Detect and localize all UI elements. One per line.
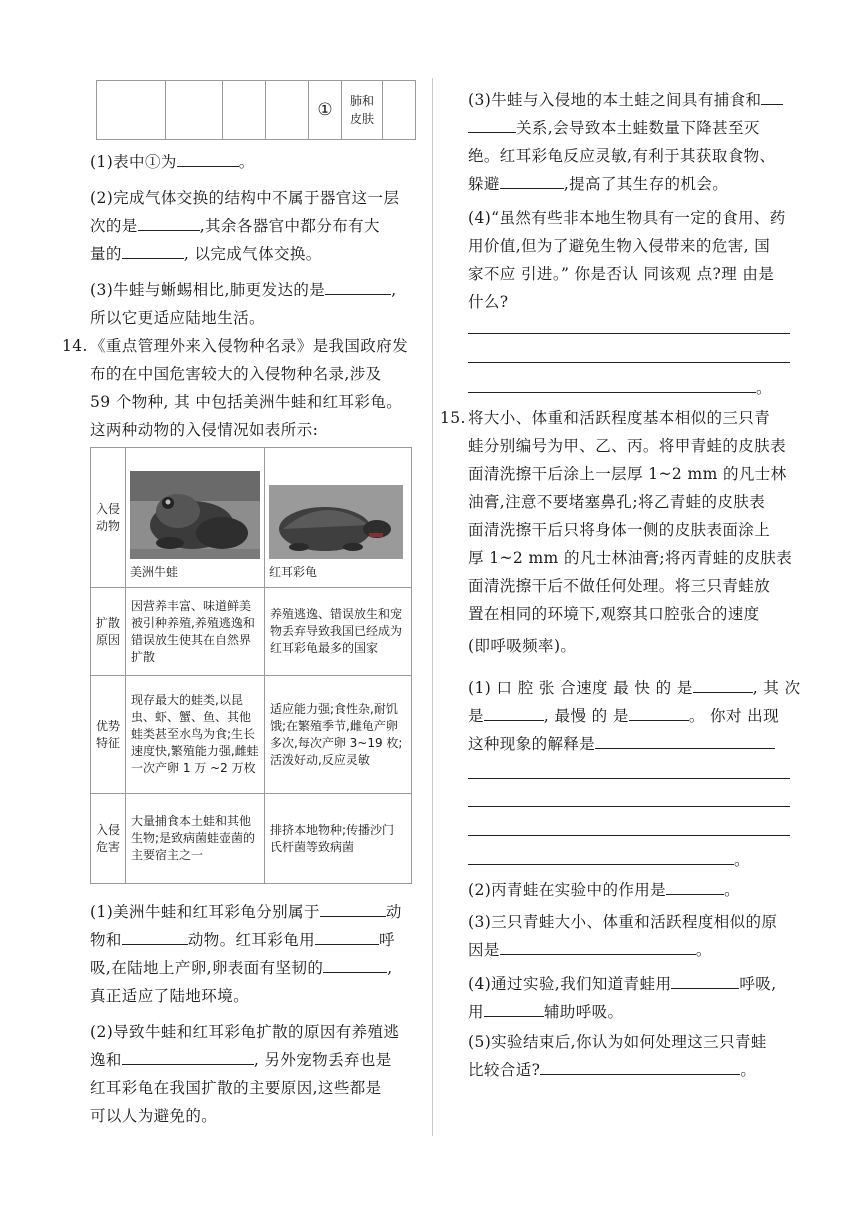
answer-blank[interactable]: [122, 926, 188, 945]
table-row-harm: [91, 794, 412, 884]
row-header: 入侵 危害: [91, 794, 126, 884]
answer-line[interactable]: [468, 835, 790, 836]
q15-stem-line4: 油膏,注意不要堵塞鼻孔;将乙青蛙的皮肤表: [468, 493, 766, 511]
q14-number: 14.: [62, 337, 88, 355]
q15-4-line2: 用 辅助呼吸。: [468, 998, 623, 1026]
q14-2-line1: (2)导致牛蛙和红耳彩龟扩散的原因有养殖逃: [90, 1023, 400, 1041]
bullfrog-image: [130, 471, 260, 559]
answer-blank[interactable]: [177, 148, 239, 167]
q15-4-line1: (4)通过实验,我们知道青蛙用 呼吸,: [468, 970, 777, 998]
q14-1-line2: 物和 动物。红耳彩龟用 呼: [90, 926, 395, 954]
table-row-spread: [91, 588, 412, 676]
q14-4-line4: 什么?: [468, 293, 509, 311]
frog-caption: 美洲牛蛙: [130, 565, 179, 579]
answer-blank[interactable]: [500, 170, 564, 189]
q15-stem-line9: (即呼吸频率)。: [468, 637, 577, 655]
answer-blank[interactable]: [761, 86, 783, 105]
q14-stem-line1: 《重点管理外来入侵物种名录》是我国政府发: [90, 337, 409, 355]
q14-3-line1: (3)牛蛙与入侵地的本土蛙之间具有捕食和: [468, 86, 783, 114]
q14-stem-line4: 这两种动物的入侵情况如表所示:: [90, 421, 319, 439]
answer-blank[interactable]: [595, 730, 775, 749]
answer-blank[interactable]: [484, 998, 544, 1017]
turtle-caption: 红耳彩龟: [269, 565, 318, 579]
q15-stem-line5: 面清洗擦干后只将身体一侧的皮肤表面涂上: [468, 521, 771, 539]
q15-number: 15.: [440, 409, 466, 427]
q14-2-line2: 逸和 , 另外宠物丢弃也是: [90, 1046, 392, 1074]
frog-cell: [126, 448, 265, 588]
q13-3-line1: (3)牛蛙与蜥蜴相比,肺更发达的是 ,: [90, 276, 397, 304]
blank-marker-cell: ①: [309, 81, 342, 140]
q13-2-line1: (2)完成气体交换的结构中不属于器官这一层: [90, 189, 400, 207]
answer-blank[interactable]: [320, 898, 386, 917]
turtle-cell: [265, 448, 412, 588]
q14-4-line2: 用价值,但为了避免生物入侵带来的危害, 国: [468, 237, 771, 255]
q13-3-line2: 所以它更适应陆地生活。: [90, 309, 265, 327]
q14-stem-line2: 布的在中国危害较大的入侵物种名录,涉及: [90, 365, 382, 383]
answer-blank[interactable]: [315, 926, 379, 945]
table-cell: [223, 81, 266, 140]
q15-stem-line2: 蛙分别编号为甲、乙、丙。将甲青蛙的皮肤表: [468, 437, 787, 455]
harm-frog-cell: 大量捕食本土蛙和其他生物;是致病菌蛙壶菌的主要宿主之一: [126, 794, 265, 884]
q15-stem-line1: 将大小、体重和活跃程度基本相似的三只青: [468, 409, 771, 427]
column-divider: [432, 78, 433, 1136]
answer-blank[interactable]: [323, 954, 387, 973]
q15-stem-line8: 置在相同的环境下,观察其口腔张合的速度: [468, 605, 760, 623]
q15-5-line2: 比较合适? 。: [468, 1056, 756, 1084]
q14-3-line2: 关系,会导致本土蛙数量下降甚至灭: [468, 114, 760, 142]
q13-2-line2: 次的是 ,其余各器官中都分布有大: [90, 212, 380, 240]
q15-5-line1: (5)实验结束后,你认为如何处理这三只青蛙: [468, 1033, 767, 1051]
answer-blank[interactable]: [500, 936, 696, 955]
row-header: 入侵 动物: [91, 448, 126, 588]
table-cell: [166, 81, 223, 140]
period: 。: [756, 379, 772, 397]
table-row-animals: [91, 448, 412, 588]
q14-2-line3: 红耳彩龟在我国扩散的主要原因,这些都是: [90, 1079, 382, 1097]
spread-frog-cell: 因营养丰富、味道鲜美被引种养殖,养殖逃逸和错误放生使其在自然界扩散: [126, 588, 265, 676]
q14-4-line1: (4)“虽然有些非本地生物具有一定的食用、药: [468, 209, 786, 227]
q14-4-line3: 家不应 引进。” 你是否认 同该观 点?理 由是: [468, 265, 775, 283]
q14-3-line3: 绝。红耳彩龟反应灵敏,有利于其获取食物、: [468, 147, 776, 165]
q15-1-line1: (1) 口 腔 张 合速度 最 快 的 是 , 其 次: [468, 674, 801, 702]
q13-1: (1)表中①为 。: [90, 148, 255, 176]
q15-3-line1: (3)三只青蛙大小、体重和活跃程度相似的原: [468, 913, 778, 931]
bullfrog-photo: [130, 471, 260, 564]
q15-2: (2)丙青蛙在实验中的作用是 。: [468, 876, 740, 904]
q15-stem-line6: 厚 1~2 mm 的凡士林油膏;将丙青蛙的皮肤表: [468, 549, 793, 567]
turtle-photo: [269, 485, 407, 564]
lung-skin-cell: 肺和 皮肤: [342, 81, 383, 140]
q15-1-line3: 这种现象的解释是: [468, 730, 775, 758]
answer-blank[interactable]: [629, 702, 689, 721]
advantage-turtle-cell: 适应能力强;食性杂,耐饥饿;在繁殖季节,雌龟产卵多次,每次产卵 3~19 枚;活泼好动,反应灵敏: [265, 676, 412, 794]
q15-3-line2: 因是 。: [468, 936, 712, 964]
answer-line[interactable]: [468, 778, 790, 779]
respiration-table: [96, 80, 416, 140]
answer-line[interactable]: [468, 333, 790, 334]
answer-line[interactable]: [468, 362, 790, 363]
q14-stem-line3: 59 个物种, 其 中包括美洲牛蛙和红耳彩龟。: [90, 393, 403, 411]
q14-1-line1: (1)美洲牛蛙和红耳彩龟分别属于 动: [90, 898, 402, 926]
table-row-advantage: [91, 676, 412, 794]
q14-1-line3: 吸,在陆地上产卵,卵表面有坚韧的 ,: [90, 954, 393, 982]
answer-line[interactable]: [468, 864, 734, 865]
answer-blank[interactable]: [693, 674, 753, 693]
answer-blank[interactable]: [484, 702, 544, 721]
q14-3-line4: 躲避 ,提高了其生存的机会。: [468, 170, 728, 198]
answer-blank[interactable]: [671, 970, 739, 989]
period: 。: [734, 851, 750, 869]
q15-stem-line3: 面清洗擦干后涂上一层厚 1~2 mm 的凡士林: [468, 465, 787, 483]
answer-blank[interactable]: [325, 276, 391, 295]
table-cell: [97, 81, 166, 140]
answer-line[interactable]: [468, 392, 756, 393]
q15-stem-line7: 面清洗擦干后不做任何处理。将三只青蛙放: [468, 577, 771, 595]
table-cell: [383, 81, 416, 140]
q15-1-line2: 是 , 最慢 的 是 。 你对 出现: [468, 702, 779, 730]
table-row: [97, 81, 416, 140]
table-cell: [266, 81, 309, 140]
answer-blank[interactable]: [122, 240, 184, 259]
q14-2-line4: 可以人为避免的。: [90, 1107, 218, 1125]
advantage-frog-cell: 现存最大的蛙类,以昆虫、虾、蟹、鱼、其他蛙类甚至水鸟为食;生长速度快,繁殖能力强,雌蛙一次产卵 1 万 ~2 万枚: [126, 676, 265, 794]
answer-blank[interactable]: [468, 114, 516, 133]
answer-blank[interactable]: [666, 876, 724, 895]
q13-2-line3: 量的 , 以完成气体交换。: [90, 240, 322, 268]
answer-blank[interactable]: [138, 212, 200, 231]
harm-turtle-cell: 排挤本地物种;传播沙门氏杆菌等致病菌: [265, 794, 412, 884]
row-header: 扩散 原因: [91, 588, 126, 676]
spread-turtle-cell: 养殖逃逸、错误放生和宠物丢弃导致我国已经成为红耳彩龟最多的国家: [265, 588, 412, 676]
invasion-table: [90, 447, 412, 884]
answer-line[interactable]: [468, 806, 790, 807]
q14-1-line4: 真正适应了陆地环境。: [90, 987, 250, 1005]
row-header: 优势 特征: [91, 676, 126, 794]
turtle-image: [269, 485, 403, 559]
answer-blank[interactable]: [540, 1056, 740, 1075]
answer-blank[interactable]: [122, 1046, 254, 1065]
